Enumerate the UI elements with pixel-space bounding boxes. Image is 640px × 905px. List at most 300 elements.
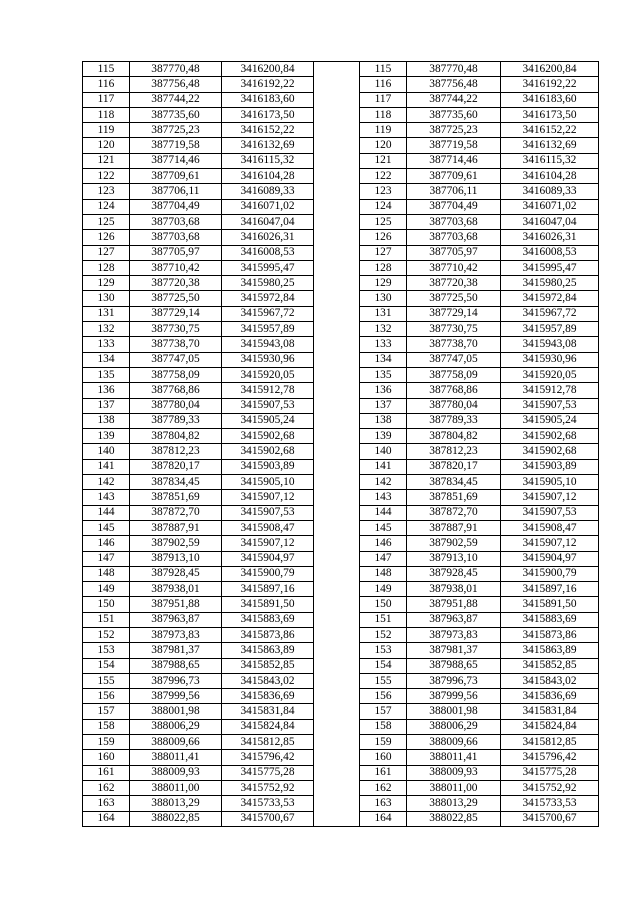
left-point-number: 161 bbox=[83, 765, 130, 780]
table-row bbox=[83, 597, 599, 612]
left-point-number: 122 bbox=[83, 169, 130, 184]
right-x-coordinate: 387735,60 bbox=[407, 107, 501, 122]
right-y-coordinate: 3415908,47 bbox=[501, 520, 599, 535]
right-y-coordinate: 3416047,04 bbox=[501, 214, 599, 229]
right-x-coordinate: 387851,69 bbox=[407, 490, 501, 505]
left-y-coordinate: 3415907,53 bbox=[222, 505, 314, 520]
right-x-coordinate: 387725,23 bbox=[407, 123, 501, 138]
table-row bbox=[83, 62, 599, 77]
right-point-number: 145 bbox=[360, 520, 407, 535]
left-point-number: 162 bbox=[83, 780, 130, 795]
right-point-number: 129 bbox=[360, 276, 407, 291]
table-row bbox=[83, 306, 599, 321]
table-row bbox=[83, 107, 599, 122]
left-x-coordinate: 387988,65 bbox=[130, 658, 222, 673]
right-point-number: 148 bbox=[360, 566, 407, 581]
right-point-number: 138 bbox=[360, 413, 407, 428]
left-y-coordinate: 3416047,04 bbox=[222, 214, 314, 229]
right-x-coordinate: 388009,66 bbox=[407, 735, 501, 750]
right-y-coordinate: 3415904,97 bbox=[501, 551, 599, 566]
left-x-coordinate: 387714,46 bbox=[130, 153, 222, 168]
right-point-number: 154 bbox=[360, 658, 407, 673]
left-y-coordinate: 3415836,69 bbox=[222, 689, 314, 704]
left-point-number: 140 bbox=[83, 444, 130, 459]
right-x-coordinate: 387913,10 bbox=[407, 551, 501, 566]
left-x-coordinate: 387812,23 bbox=[130, 444, 222, 459]
left-y-coordinate: 3416152,22 bbox=[222, 123, 314, 138]
left-y-coordinate: 3415902,68 bbox=[222, 429, 314, 444]
right-point-number: 137 bbox=[360, 398, 407, 413]
right-x-coordinate: 387705,97 bbox=[407, 245, 501, 260]
left-point-number: 137 bbox=[83, 398, 130, 413]
right-x-coordinate: 387709,61 bbox=[407, 169, 501, 184]
left-x-coordinate: 387768,86 bbox=[130, 383, 222, 398]
left-y-coordinate: 3415967,72 bbox=[222, 306, 314, 321]
left-y-coordinate: 3416192,22 bbox=[222, 77, 314, 92]
table-row bbox=[83, 230, 599, 245]
column-gap bbox=[314, 214, 360, 229]
right-point-number: 131 bbox=[360, 306, 407, 321]
left-y-coordinate: 3416183,60 bbox=[222, 92, 314, 107]
table-row bbox=[83, 582, 599, 597]
table-row bbox=[83, 352, 599, 367]
column-gap bbox=[314, 551, 360, 566]
left-y-coordinate: 3415891,50 bbox=[222, 597, 314, 612]
left-x-coordinate: 388001,98 bbox=[130, 704, 222, 719]
left-x-coordinate: 388011,00 bbox=[130, 780, 222, 795]
left-y-coordinate: 3415957,89 bbox=[222, 322, 314, 337]
right-point-number: 115 bbox=[360, 62, 407, 77]
column-gap bbox=[314, 169, 360, 184]
right-point-number: 132 bbox=[360, 322, 407, 337]
column-gap bbox=[314, 566, 360, 581]
right-x-coordinate: 387758,09 bbox=[407, 367, 501, 382]
column-gap bbox=[314, 291, 360, 306]
table-row bbox=[83, 169, 599, 184]
left-x-coordinate: 387730,75 bbox=[130, 322, 222, 337]
table-row bbox=[83, 322, 599, 337]
right-point-number: 128 bbox=[360, 260, 407, 275]
left-point-number: 136 bbox=[83, 383, 130, 398]
left-point-number: 124 bbox=[83, 199, 130, 214]
left-y-coordinate: 3416173,50 bbox=[222, 107, 314, 122]
table-row bbox=[83, 627, 599, 642]
right-point-number: 153 bbox=[360, 643, 407, 658]
right-point-number: 124 bbox=[360, 199, 407, 214]
table-row bbox=[83, 658, 599, 673]
left-x-coordinate: 387747,05 bbox=[130, 352, 222, 367]
column-gap bbox=[314, 536, 360, 551]
left-y-coordinate: 3415920,05 bbox=[222, 367, 314, 382]
column-gap bbox=[314, 138, 360, 153]
right-y-coordinate: 3415905,10 bbox=[501, 475, 599, 490]
right-x-coordinate: 387812,23 bbox=[407, 444, 501, 459]
left-point-number: 133 bbox=[83, 337, 130, 352]
column-gap bbox=[314, 92, 360, 107]
right-x-coordinate: 387738,70 bbox=[407, 337, 501, 352]
column-gap bbox=[314, 306, 360, 321]
table-row bbox=[83, 475, 599, 490]
right-point-number: 118 bbox=[360, 107, 407, 122]
column-gap bbox=[314, 520, 360, 535]
right-point-number: 155 bbox=[360, 673, 407, 688]
left-y-coordinate: 3415907,12 bbox=[222, 490, 314, 505]
table-row bbox=[83, 260, 599, 275]
right-y-coordinate: 3415907,53 bbox=[501, 398, 599, 413]
left-point-number: 117 bbox=[83, 92, 130, 107]
column-gap bbox=[314, 383, 360, 398]
left-point-number: 143 bbox=[83, 490, 130, 505]
right-y-coordinate: 3415752,92 bbox=[501, 780, 599, 795]
table-row bbox=[83, 612, 599, 627]
table-row bbox=[83, 383, 599, 398]
right-y-coordinate: 3415902,68 bbox=[501, 429, 599, 444]
left-x-coordinate: 387725,23 bbox=[130, 123, 222, 138]
left-y-coordinate: 3415831,84 bbox=[222, 704, 314, 719]
table-row bbox=[83, 536, 599, 551]
left-point-number: 119 bbox=[83, 123, 130, 138]
table-row bbox=[83, 123, 599, 138]
right-y-coordinate: 3415957,89 bbox=[501, 322, 599, 337]
left-x-coordinate: 388009,66 bbox=[130, 735, 222, 750]
left-x-coordinate: 387704,49 bbox=[130, 199, 222, 214]
column-gap bbox=[314, 260, 360, 275]
left-y-coordinate: 3415904,97 bbox=[222, 551, 314, 566]
table-row bbox=[83, 245, 599, 260]
right-point-number: 136 bbox=[360, 383, 407, 398]
column-gap bbox=[314, 62, 360, 77]
left-point-number: 118 bbox=[83, 107, 130, 122]
right-y-coordinate: 3415852,85 bbox=[501, 658, 599, 673]
left-y-coordinate: 3415907,53 bbox=[222, 398, 314, 413]
right-point-number: 160 bbox=[360, 750, 407, 765]
right-x-coordinate: 387730,75 bbox=[407, 322, 501, 337]
right-y-coordinate: 3415920,05 bbox=[501, 367, 599, 382]
right-point-number: 122 bbox=[360, 169, 407, 184]
right-y-coordinate: 3416008,53 bbox=[501, 245, 599, 260]
column-gap bbox=[314, 735, 360, 750]
left-point-number: 135 bbox=[83, 367, 130, 382]
right-y-coordinate: 3415967,72 bbox=[501, 306, 599, 321]
left-y-coordinate: 3415980,25 bbox=[222, 276, 314, 291]
table-row bbox=[83, 490, 599, 505]
right-y-coordinate: 3415891,50 bbox=[501, 597, 599, 612]
right-point-number: 125 bbox=[360, 214, 407, 229]
left-y-coordinate: 3416132,69 bbox=[222, 138, 314, 153]
table-row bbox=[83, 398, 599, 413]
left-x-coordinate: 387820,17 bbox=[130, 459, 222, 474]
table-row bbox=[83, 199, 599, 214]
left-x-coordinate: 387720,38 bbox=[130, 276, 222, 291]
left-x-coordinate: 388006,29 bbox=[130, 719, 222, 734]
left-point-number: 138 bbox=[83, 413, 130, 428]
left-y-coordinate: 3415863,89 bbox=[222, 643, 314, 658]
column-gap bbox=[314, 780, 360, 795]
left-y-coordinate: 3415700,67 bbox=[222, 811, 314, 826]
left-point-number: 129 bbox=[83, 276, 130, 291]
right-y-coordinate: 3415902,68 bbox=[501, 444, 599, 459]
table-row bbox=[83, 566, 599, 581]
left-x-coordinate: 387973,83 bbox=[130, 627, 222, 642]
left-y-coordinate: 3415972,84 bbox=[222, 291, 314, 306]
left-x-coordinate: 387851,69 bbox=[130, 490, 222, 505]
right-x-coordinate: 387804,82 bbox=[407, 429, 501, 444]
column-gap bbox=[314, 475, 360, 490]
right-x-coordinate: 387710,42 bbox=[407, 260, 501, 275]
table-row bbox=[83, 505, 599, 520]
left-y-coordinate: 3415903,89 bbox=[222, 459, 314, 474]
right-x-coordinate: 387703,68 bbox=[407, 230, 501, 245]
right-x-coordinate: 387706,11 bbox=[407, 184, 501, 199]
right-x-coordinate: 387999,56 bbox=[407, 689, 501, 704]
right-y-coordinate: 3415903,89 bbox=[501, 459, 599, 474]
left-x-coordinate: 387710,42 bbox=[130, 260, 222, 275]
right-y-coordinate: 3416192,22 bbox=[501, 77, 599, 92]
left-point-number: 147 bbox=[83, 551, 130, 566]
left-x-coordinate: 387780,04 bbox=[130, 398, 222, 413]
right-point-number: 163 bbox=[360, 796, 407, 811]
column-gap bbox=[314, 750, 360, 765]
left-point-number: 130 bbox=[83, 291, 130, 306]
table-row bbox=[83, 337, 599, 352]
left-x-coordinate: 387951,88 bbox=[130, 597, 222, 612]
column-gap bbox=[314, 107, 360, 122]
column-gap bbox=[314, 673, 360, 688]
left-x-coordinate: 388022,85 bbox=[130, 811, 222, 826]
left-y-coordinate: 3415796,42 bbox=[222, 750, 314, 765]
right-point-number: 135 bbox=[360, 367, 407, 382]
column-gap bbox=[314, 77, 360, 92]
left-y-coordinate: 3415930,96 bbox=[222, 352, 314, 367]
left-x-coordinate: 387744,22 bbox=[130, 92, 222, 107]
left-point-number: 146 bbox=[83, 536, 130, 551]
right-x-coordinate: 388022,85 bbox=[407, 811, 501, 826]
left-point-number: 115 bbox=[83, 62, 130, 77]
left-y-coordinate: 3415897,16 bbox=[222, 582, 314, 597]
right-point-number: 139 bbox=[360, 429, 407, 444]
right-point-number: 121 bbox=[360, 153, 407, 168]
left-point-number: 134 bbox=[83, 352, 130, 367]
right-y-coordinate: 3415907,53 bbox=[501, 505, 599, 520]
right-y-coordinate: 3415836,69 bbox=[501, 689, 599, 704]
right-y-coordinate: 3416183,60 bbox=[501, 92, 599, 107]
left-x-coordinate: 387963,87 bbox=[130, 612, 222, 627]
left-point-number: 120 bbox=[83, 138, 130, 153]
right-x-coordinate: 387834,45 bbox=[407, 475, 501, 490]
left-y-coordinate: 3415733,53 bbox=[222, 796, 314, 811]
column-gap bbox=[314, 505, 360, 520]
table-row bbox=[83, 689, 599, 704]
left-point-number: 158 bbox=[83, 719, 130, 734]
right-x-coordinate: 387780,04 bbox=[407, 398, 501, 413]
right-x-coordinate: 387988,65 bbox=[407, 658, 501, 673]
left-x-coordinate: 387938,01 bbox=[130, 582, 222, 597]
left-point-number: 141 bbox=[83, 459, 130, 474]
left-y-coordinate: 3415852,85 bbox=[222, 658, 314, 673]
right-y-coordinate: 3416071,02 bbox=[501, 199, 599, 214]
left-y-coordinate: 3415812,85 bbox=[222, 735, 314, 750]
left-x-coordinate: 387981,37 bbox=[130, 643, 222, 658]
left-point-number: 132 bbox=[83, 322, 130, 337]
right-x-coordinate: 387973,83 bbox=[407, 627, 501, 642]
right-x-coordinate: 387938,01 bbox=[407, 582, 501, 597]
left-point-number: 116 bbox=[83, 77, 130, 92]
left-x-coordinate: 387872,70 bbox=[130, 505, 222, 520]
right-y-coordinate: 3415733,53 bbox=[501, 796, 599, 811]
column-gap bbox=[314, 582, 360, 597]
table-row bbox=[83, 796, 599, 811]
left-y-coordinate: 3415912,78 bbox=[222, 383, 314, 398]
right-point-number: 149 bbox=[360, 582, 407, 597]
left-y-coordinate: 3416089,33 bbox=[222, 184, 314, 199]
right-x-coordinate: 387704,49 bbox=[407, 199, 501, 214]
column-gap bbox=[314, 322, 360, 337]
right-y-coordinate: 3415812,85 bbox=[501, 735, 599, 750]
left-x-coordinate: 387703,68 bbox=[130, 230, 222, 245]
right-x-coordinate: 387744,22 bbox=[407, 92, 501, 107]
right-y-coordinate: 3415883,69 bbox=[501, 612, 599, 627]
right-x-coordinate: 387981,37 bbox=[407, 643, 501, 658]
right-x-coordinate: 387714,46 bbox=[407, 153, 501, 168]
right-y-coordinate: 3415980,25 bbox=[501, 276, 599, 291]
right-x-coordinate: 387789,33 bbox=[407, 413, 501, 428]
left-x-coordinate: 387996,73 bbox=[130, 673, 222, 688]
left-point-number: 149 bbox=[83, 582, 130, 597]
left-point-number: 145 bbox=[83, 520, 130, 535]
table-row bbox=[83, 92, 599, 107]
right-point-number: 134 bbox=[360, 352, 407, 367]
left-x-coordinate: 387705,97 bbox=[130, 245, 222, 260]
left-y-coordinate: 3415900,79 bbox=[222, 566, 314, 581]
right-point-number: 151 bbox=[360, 612, 407, 627]
column-gap bbox=[314, 658, 360, 673]
right-point-number: 117 bbox=[360, 92, 407, 107]
left-x-coordinate: 387902,59 bbox=[130, 536, 222, 551]
left-point-number: 142 bbox=[83, 475, 130, 490]
right-x-coordinate: 388011,00 bbox=[407, 780, 501, 795]
left-x-coordinate: 387887,91 bbox=[130, 520, 222, 535]
left-y-coordinate: 3415775,28 bbox=[222, 765, 314, 780]
table-row bbox=[83, 520, 599, 535]
left-point-number: 157 bbox=[83, 704, 130, 719]
table-row bbox=[83, 413, 599, 428]
column-gap bbox=[314, 597, 360, 612]
right-y-coordinate: 3415972,84 bbox=[501, 291, 599, 306]
right-point-number: 157 bbox=[360, 704, 407, 719]
right-y-coordinate: 3415775,28 bbox=[501, 765, 599, 780]
column-gap bbox=[314, 367, 360, 382]
table-row bbox=[83, 429, 599, 444]
right-point-number: 119 bbox=[360, 123, 407, 138]
right-point-number: 133 bbox=[360, 337, 407, 352]
right-point-number: 152 bbox=[360, 627, 407, 642]
left-point-number: 125 bbox=[83, 214, 130, 229]
right-x-coordinate: 387963,87 bbox=[407, 612, 501, 627]
right-y-coordinate: 3416200,84 bbox=[501, 62, 599, 77]
right-y-coordinate: 3415897,16 bbox=[501, 582, 599, 597]
right-y-coordinate: 3415930,96 bbox=[501, 352, 599, 367]
right-y-coordinate: 3415843,02 bbox=[501, 673, 599, 688]
left-y-coordinate: 3416200,84 bbox=[222, 62, 314, 77]
left-point-number: 159 bbox=[83, 735, 130, 750]
left-x-coordinate: 387804,82 bbox=[130, 429, 222, 444]
right-x-coordinate: 387756,48 bbox=[407, 77, 501, 92]
right-point-number: 144 bbox=[360, 505, 407, 520]
right-y-coordinate: 3416115,32 bbox=[501, 153, 599, 168]
right-y-coordinate: 3415831,84 bbox=[501, 704, 599, 719]
right-y-coordinate: 3415907,12 bbox=[501, 490, 599, 505]
left-x-coordinate: 387758,09 bbox=[130, 367, 222, 382]
left-y-coordinate: 3415752,92 bbox=[222, 780, 314, 795]
left-point-number: 144 bbox=[83, 505, 130, 520]
column-gap bbox=[314, 413, 360, 428]
left-point-number: 127 bbox=[83, 245, 130, 260]
left-point-number: 160 bbox=[83, 750, 130, 765]
table-row bbox=[83, 444, 599, 459]
right-y-coordinate: 3415900,79 bbox=[501, 566, 599, 581]
left-x-coordinate: 387928,45 bbox=[130, 566, 222, 581]
table-row bbox=[83, 551, 599, 566]
right-x-coordinate: 387729,14 bbox=[407, 306, 501, 321]
column-gap bbox=[314, 765, 360, 780]
left-x-coordinate: 387756,48 bbox=[130, 77, 222, 92]
column-gap bbox=[314, 230, 360, 245]
right-y-coordinate: 3415912,78 bbox=[501, 383, 599, 398]
left-x-coordinate: 388013,29 bbox=[130, 796, 222, 811]
left-point-number: 123 bbox=[83, 184, 130, 199]
column-gap bbox=[314, 643, 360, 658]
left-x-coordinate: 387738,70 bbox=[130, 337, 222, 352]
table-row bbox=[83, 459, 599, 474]
right-y-coordinate: 3415995,47 bbox=[501, 260, 599, 275]
left-point-number: 152 bbox=[83, 627, 130, 642]
column-gap bbox=[314, 199, 360, 214]
column-gap bbox=[314, 352, 360, 367]
right-x-coordinate: 388013,29 bbox=[407, 796, 501, 811]
column-gap bbox=[314, 796, 360, 811]
left-x-coordinate: 387913,10 bbox=[130, 551, 222, 566]
right-x-coordinate: 387725,50 bbox=[407, 291, 501, 306]
right-y-coordinate: 3416173,50 bbox=[501, 107, 599, 122]
left-x-coordinate: 388011,41 bbox=[130, 750, 222, 765]
right-x-coordinate: 387820,17 bbox=[407, 459, 501, 474]
table-row bbox=[83, 719, 599, 734]
right-x-coordinate: 388006,29 bbox=[407, 719, 501, 734]
left-point-number: 139 bbox=[83, 429, 130, 444]
right-y-coordinate: 3415905,24 bbox=[501, 413, 599, 428]
left-y-coordinate: 3415824,84 bbox=[222, 719, 314, 734]
left-point-number: 163 bbox=[83, 796, 130, 811]
right-x-coordinate: 387951,88 bbox=[407, 597, 501, 612]
right-y-coordinate: 3416152,22 bbox=[501, 123, 599, 138]
right-x-coordinate: 387768,86 bbox=[407, 383, 501, 398]
left-x-coordinate: 387999,56 bbox=[130, 689, 222, 704]
right-x-coordinate: 387703,68 bbox=[407, 214, 501, 229]
right-x-coordinate: 387770,48 bbox=[407, 62, 501, 77]
right-x-coordinate: 388011,41 bbox=[407, 750, 501, 765]
left-y-coordinate: 3415843,02 bbox=[222, 673, 314, 688]
left-y-coordinate: 3415902,68 bbox=[222, 444, 314, 459]
table-row bbox=[83, 673, 599, 688]
right-x-coordinate: 387720,38 bbox=[407, 276, 501, 291]
table-row bbox=[83, 276, 599, 291]
table-row bbox=[83, 153, 599, 168]
left-x-coordinate: 387735,60 bbox=[130, 107, 222, 122]
left-point-number: 128 bbox=[83, 260, 130, 275]
left-x-coordinate: 387770,48 bbox=[130, 62, 222, 77]
coordinates-table bbox=[82, 61, 599, 827]
coordinates-table-body bbox=[83, 62, 599, 827]
